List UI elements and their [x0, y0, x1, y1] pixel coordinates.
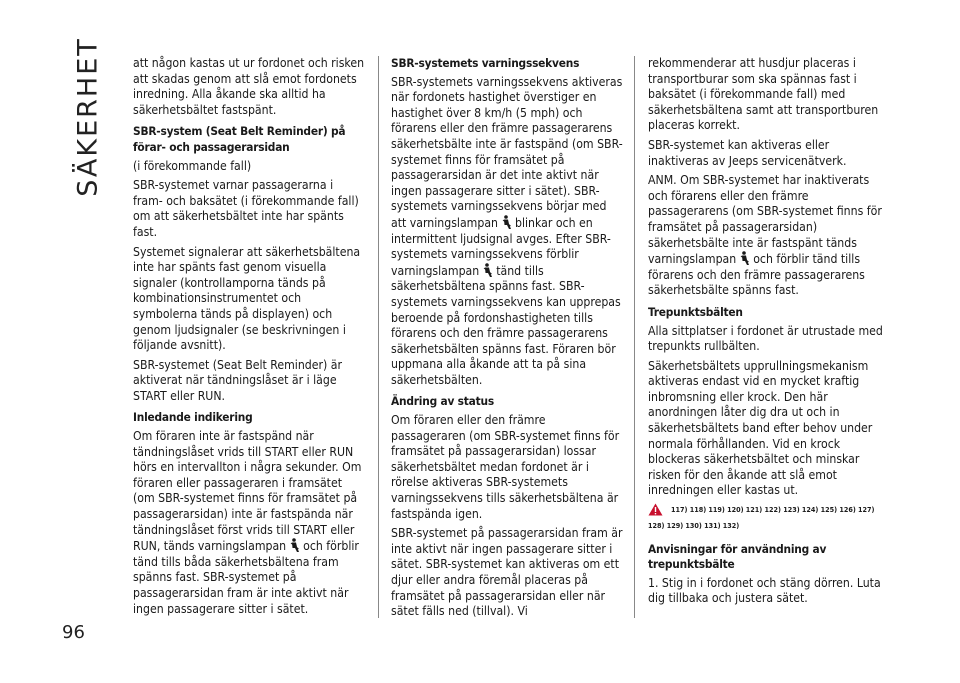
text-run: Om föraren inte är fastspänd när tändningslåset vrids till START eller RUN hörs en intervallton i några sekunder. Om föraren eller passageraren i framsätet (om SBR-systemet finns för framsätet på passagerarsidan) inte är fastspända när tändningslåset först vrids till START eller RUN, tänds varningslampan — [133, 429, 362, 554]
section-title-text: SÄKERHET — [72, 37, 104, 197]
paragraph — [133, 429, 365, 617]
paragraph: (i förekommande fall) — [133, 158, 252, 173]
section-heading: Trepunktsbälten — [648, 304, 743, 319]
text-run: och förblir tänd tills båda säkerhetsbältena fram spänns fast. SBR-systemet på passagerarsidan fram är inte aktivt när ingen passagerare sitter i sätet. — [133, 539, 359, 616]
seatbelt-warning-icon — [482, 263, 493, 278]
paragraph: SBR-systemet kan aktiveras eller inaktiveras av Jeeps servicenätverk. — [648, 137, 847, 168]
warning-references — [648, 503, 883, 516]
paragraph: Systemet signalerar att säkerhetsbältena inte har spänts fast genom visuella signaler (kontrollamporna tänds på kombinationsinstrumentet och symbolerna tänds på displayen) och genom ljudsignaler (se beskrivningen i följande avsnitt). — [133, 244, 361, 353]
section-heading: Inledande indikering — [133, 410, 253, 425]
paragraph: Om föraren eller den främre passageraren (om SBR-systemet finns för framsätet på passagerarsidan) lossar säkerhetsbältet medan fordonet är i rörelse aktiveras SBR-systemets varningssekvens tills säkerhetsbältena är fastspända igen. — [391, 413, 620, 521]
text-run: tänd tills säkerhetsbältena spänns fast. SBR-systemets varningssekvens kan upprepas beroende på fordonshastigheten tills förarens och den främre passagerarens säkerhetsbälten spänns fast. Föraren bör uppmana alla åkande att ta på sina säkerhetsbälten. — [391, 263, 621, 387]
warning-triangle-icon — [648, 503, 663, 516]
column-divider-2 — [634, 56, 635, 618]
section-side-title — [58, 37, 118, 197]
section-heading: Anvisningar för användning av trepunktsbälte — [648, 541, 827, 572]
paragraph: Säkerhetsbältets upprullningsmekanism aktiveras endast vid en mycket kraftig inbromsning eller krock. Den här anordningen låter dig dra ut och in säkerhetsbältets band efter behov under normala förhållanden. Vid en krock blockeras säkerhetsbältet och minskar risken för den åkande att slå emot inredningen eller kastas ut. — [648, 358, 873, 498]
paragraph — [648, 173, 883, 299]
paragraph: SBR-systemet (Seat Belt Reminder) är aktiverat när tändningslåset är i läge START eller RUN. — [133, 357, 343, 403]
column-1 — [133, 56, 365, 621]
paragraph: SBR-systemet varnar passagerarna i fram- och baksätet (i förekommande fall) om att säkerhetsbältet inte har spänts fast. — [133, 178, 359, 239]
page-number: 96 — [62, 622, 85, 643]
text-run: SBR-systemets varningssekvens aktiveras när fordonets hastighet överstiger en hastighet över 8 km/h (5 mph) och förarens eller den främre passagerarens säkerhetsbälte inte är fastspänd (om SBR-systemet finns för framsätet på passagerarsidan är det inte aktivt när ingen passagerare sitter i sätet). SBR-systemets varningssekvens börjar med att varningslampan — [391, 74, 623, 230]
section-heading: SBR-systemets varningssekvens — [391, 56, 580, 70]
seatbelt-warning-icon — [501, 215, 512, 230]
column-3 — [648, 56, 883, 611]
text-run: ANM. Om SBR-systemet har inaktiverats och förarens eller den främre passagerarens (om SBR-systemet finns för framsätet på passagerarsidan) säkerhetsbälte inte är fastspänt tänds varningslampan — [648, 173, 882, 267]
warning-refs-line1: 117) 118) 119) 120) 121) 122) 123) 124) 125) 126) 127) — [671, 504, 875, 514]
paragraph: att någon kastas ut ur fordonet och risken att skadas genom att slå emot fordonets inredning. Alla åkande ska alltid ha säkerhetsbältet fastspänt. — [133, 56, 365, 117]
text-run: och förblir tänd tills förarens och den främre passagerarens säkerhetsbälte spänns fast. — [648, 252, 865, 298]
paragraph: rekommenderar att husdjur placeras i transportburar som ska spännas fast i baksätet (i förekommande fall) med säkerhetsbältena samt att transportburen placeras korrekt. — [648, 56, 879, 133]
warning-refs-line2: 128) 129) 130) 131) 132) — [648, 521, 740, 531]
section-heading: SBR-system (Seat Belt Reminder) på förar- och passagerarsidan — [133, 124, 346, 154]
paragraph: Alla sittplatser i fordonet är utrustade med trepunkts rullbälten. — [648, 323, 883, 354]
paragraph: SBR-systemet på passagerarsidan fram är inte aktivt när ingen passagerare sitter i sätet. SBR-systemet kan aktiveras om ett djur eller andra föremål placeras på framsätet på passagerarsidan eller när sätet fälls ned (tillval). Vi — [391, 526, 623, 619]
instruction-step: 1. Stig in i fordonet och stäng dörren. Luta dig tillbaka och justera sätet. — [648, 575, 881, 606]
section-heading: Ändring av status — [391, 394, 494, 409]
seatbelt-warning-icon — [289, 538, 300, 553]
column-divider-1 — [378, 56, 379, 618]
seatbelt-warning-icon — [739, 251, 750, 266]
column-2 — [391, 56, 623, 624]
paragraph — [391, 75, 623, 389]
text-run: blinkar och en intermittent ljudsignal avges. Efter SBR-systemets varningssekvens förblir varningslampan — [391, 215, 611, 278]
